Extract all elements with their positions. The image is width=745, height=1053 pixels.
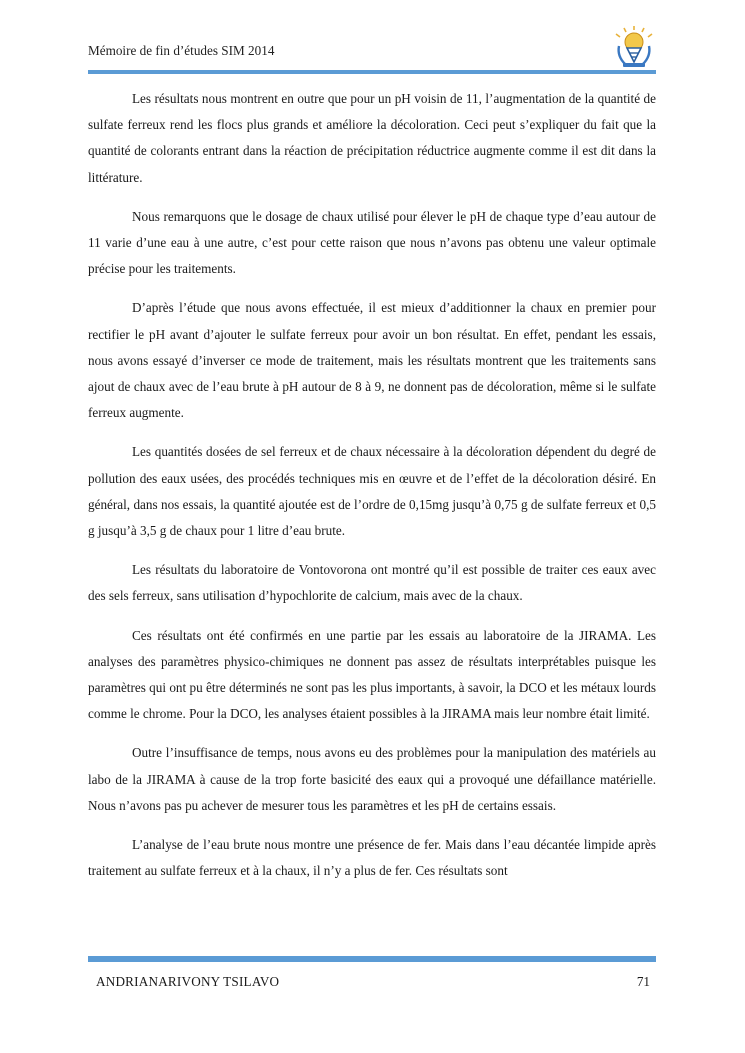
paragraph: Les résultats du laboratoire de Vontovorona ont montré qu’il est possible de traiter ces eaux avec des sels ferreux, sans utilisation d’hypochlorite de calcium, mais avec de la chaux. [88, 562, 656, 604]
document-body [88, 86, 656, 897]
footer-rule [88, 956, 656, 962]
paragraph: Les quantités dosées de sel ferreux et de chaux nécessaire à la décoloration dépendent du degré de pollution des eaux usées, des procédés techniques mis en œuvre et de l’effet de la décoloration désiré. En général, dans nos essais, la quantité ajoutée est de l’ordre de 0,15mg jusqu’à 0,75 g de sulfate ferreux et 0,5 g jusqu’à 3,5 g de chaux pour 1 litre d’eau brute. [88, 444, 656, 539]
footer-author: ANDRIANARIVONY TSILAVO [96, 974, 280, 989]
paragraph: L’analyse de l’eau brute nous montre une présence de fer. Mais dans l’eau décantée limpide après traitement au sulfate ferreux et à la chaux, il n’y a plus de fer. Ces résultats sont [88, 837, 656, 879]
institution-logo-icon [613, 26, 655, 68]
header-rule [88, 70, 656, 74]
header-title: Mémoire de fin d’études SIM 2014 [88, 43, 275, 58]
page-number: 71 [636, 974, 650, 989]
paragraph: D’après l’étude que nous avons effectuée, il est mieux d’additionner la chaux en premier pour rectifier le pH avant d’ajouter le sulfate ferreux pour avoir un bon résultat. En effet, pendant les essais, nous avons essayé d’inverser ce mode de traitement, mais les résultats montrent que les traitements sans ajout de chaux avec de l’eau brute à pH autour de 8 à 9, ne donnent pas de décoloration, même si le sulfate ferreux augmente. [88, 300, 656, 421]
paragraph: Ces résultats ont été confirmés en une partie par les essais au laboratoire de la JIRAMA. Les analyses des paramètres physico-chimiques ne donnent pas assez de résultats interprétables puisque les paramètres qui ont pu être déterminés ne sont pas les plus importants, à savoir, la DCO et les métaux lourds comme le chrome. Pour la DCO, les analyses étaient possibles à la JIRAMA mais leur nombre était limité. [88, 627, 656, 722]
paragraph: Outre l’insuffisance de temps, nous avons eu des problèmes pour la manipulation des matériels au labo de la JIRAMA à cause de la trop forte basicité des eaux qui a provoqué une défaillance matérielle. Nous n’avons pas pu achever de mesurer tous les paramètres et les pH de certains essais. [88, 745, 656, 813]
paragraph: Les résultats nous montrent en outre que pour un pH voisin de 11, l’augmentation de la quantité de sulfate ferreux rend les flocs plus grands et améliore la décoloration. Ceci peut s’expliquer du fait que la quantité de colorants entrant dans la réaction de précipitation réductrice augmente comme il est dit dans la littérature. [88, 91, 656, 185]
paragraph: Nous remarquons que le dosage de chaux utilisé pour élever le pH de chaque type d’eau autour de 11 varie d’une eau à une autre, c’est pour cette raison que nous n’avons pas obtenu une valeur optimale précise pour les traitements. [88, 208, 656, 277]
